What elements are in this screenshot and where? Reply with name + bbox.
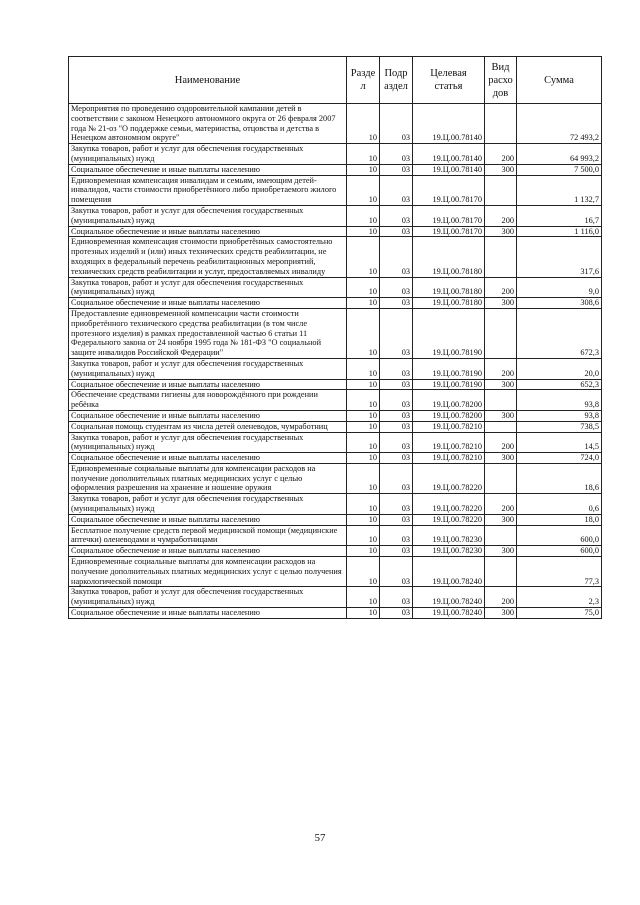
cell-section: 10 (347, 587, 380, 608)
cell-type (485, 175, 517, 205)
cell-section: 10 (347, 608, 380, 619)
cell-target: 19.Ц.00.78170 (413, 175, 485, 205)
cell-target: 19.Ц.00.78170 (413, 205, 485, 226)
cell-section: 10 (347, 358, 380, 379)
cell-target: 19.Ц.00.78220 (413, 463, 485, 493)
cell-subsection: 03 (380, 525, 413, 546)
cell-name: Закупка товаров, работ и услуг для обеспечения государственных (муниципальных) нужд (69, 277, 347, 298)
cell-name: Единовременные социальные выплаты для компенсации расходов на получение дополнительных платных медицинских услуг с целью получения наркологической помощи (69, 557, 347, 587)
table-row (69, 379, 602, 390)
cell-name: Закупка товаров, работ и услуг для обеспечения государственных (муниципальных) нужд (69, 205, 347, 226)
cell-subsection: 03 (380, 237, 413, 277)
cell-name: Предоставление единовременной компенсации части стоимости приобретённого технического средства реабилитации (в том числе протезного изделия) в рамках предоставленной частью 6 статьи 11 Федерального закона от 24 ноября 1995 года № 181-ФЗ "О социальной защите инвалидов Российской Федерации" (69, 308, 347, 358)
cell-sum: 652,3 (517, 379, 602, 390)
cell-target: 19.Ц.00.78240 (413, 608, 485, 619)
cell-type: 200 (485, 494, 517, 515)
cell-name: Закупка товаров, работ и услуг для обеспечения государственных (муниципальных) нужд (69, 144, 347, 165)
cell-sum: 1 132,7 (517, 175, 602, 205)
cell-type: 200 (485, 144, 517, 165)
cell-subsection: 03 (380, 104, 413, 144)
cell-name: Социальное обеспечение и иные выплаты населению (69, 546, 347, 557)
cell-type: 300 (485, 164, 517, 175)
cell-target: 19.Ц.00.78140 (413, 144, 485, 165)
cell-type (485, 557, 517, 587)
cell-name: Социальное обеспечение и иные выплаты населению (69, 608, 347, 619)
header-target: Целевая статья (413, 57, 485, 104)
cell-type: 300 (485, 226, 517, 237)
cell-type: 200 (485, 358, 517, 379)
cell-target: 19.Ц.00.78140 (413, 104, 485, 144)
cell-sum: 77,3 (517, 557, 602, 587)
document-page (68, 56, 601, 619)
table-row (69, 587, 602, 608)
cell-target: 19.Ц.00.78210 (413, 432, 485, 453)
cell-name: Социальное обеспечение и иные выплаты населению (69, 410, 347, 421)
cell-target: 19.Ц.00.78230 (413, 546, 485, 557)
cell-section: 10 (347, 144, 380, 165)
cell-sum: 2,3 (517, 587, 602, 608)
cell-name: Закупка товаров, работ и услуг для обеспечения государственных (муниципальных) нужд (69, 432, 347, 453)
header-sum: Сумма (517, 57, 602, 104)
cell-subsection: 03 (380, 308, 413, 358)
table-row (69, 298, 602, 309)
cell-type (485, 421, 517, 432)
table-row (69, 358, 602, 379)
cell-target: 19.Ц.00.78220 (413, 494, 485, 515)
cell-name: Обеспечение средствами гигиены для новорождённого при рождении ребёнка (69, 390, 347, 411)
cell-name: Социальная помощь студентам из числа детей оленеводов, чумработниц (69, 421, 347, 432)
cell-name: Единовременные социальные выплаты для компенсации расходов на получение дополнительных платных медицинских услуг с целью оформления разрешения на хранение и ношение оружия (69, 463, 347, 493)
cell-sum: 600,0 (517, 546, 602, 557)
cell-target: 19.Ц.00.78240 (413, 587, 485, 608)
cell-subsection: 03 (380, 421, 413, 432)
cell-target: 19.Ц.00.78210 (413, 421, 485, 432)
cell-section: 10 (347, 308, 380, 358)
cell-subsection: 03 (380, 390, 413, 411)
cell-subsection: 03 (380, 298, 413, 309)
cell-target: 19.Ц.00.78190 (413, 358, 485, 379)
cell-section: 10 (347, 421, 380, 432)
cell-subsection: 03 (380, 463, 413, 493)
cell-subsection: 03 (380, 226, 413, 237)
table-row (69, 410, 602, 421)
cell-sum: 9,0 (517, 277, 602, 298)
cell-type: 300 (485, 453, 517, 464)
cell-type: 200 (485, 277, 517, 298)
cell-subsection: 03 (380, 514, 413, 525)
table-row (69, 205, 602, 226)
cell-type: 200 (485, 205, 517, 226)
cell-type: 300 (485, 514, 517, 525)
cell-name: Социальное обеспечение и иные выплаты населению (69, 226, 347, 237)
cell-subsection: 03 (380, 175, 413, 205)
cell-section: 10 (347, 525, 380, 546)
cell-name: Закупка товаров, работ и услуг для обеспечения государственных (муниципальных) нужд (69, 587, 347, 608)
cell-type (485, 104, 517, 144)
header-subsection: Подр аздел (380, 57, 413, 104)
table-row (69, 525, 602, 546)
cell-target: 19.Ц.00.78180 (413, 237, 485, 277)
cell-section: 10 (347, 514, 380, 525)
cell-sum: 20,0 (517, 358, 602, 379)
cell-sum: 14,5 (517, 432, 602, 453)
cell-name: Социальное обеспечение и иные выплаты населению (69, 164, 347, 175)
cell-name: Единовременная компенсация стоимости приобретённых самостоятельно протезных изделий и (или) иных технических средств реабилитации, не входящих в федеральный перечень реабилитационных мероприятий, технических средств реабилитации и услуг, предоставляемых инвалиду (69, 237, 347, 277)
cell-section: 10 (347, 175, 380, 205)
cell-sum: 600,0 (517, 525, 602, 546)
cell-subsection: 03 (380, 494, 413, 515)
cell-type: 300 (485, 298, 517, 309)
cell-name: Бесплатное получение средств первой медицинской помощи (медицинские аптечки) оленеводами и чумработницами (69, 525, 347, 546)
cell-sum: 75,0 (517, 608, 602, 619)
table-row (69, 546, 602, 557)
header-type: Вид расхо дов (485, 57, 517, 104)
cell-name: Закупка товаров, работ и услуг для обеспечения государственных (муниципальных) нужд (69, 358, 347, 379)
cell-type (485, 525, 517, 546)
cell-name: Закупка товаров, работ и услуг для обеспечения государственных (муниципальных) нужд (69, 494, 347, 515)
cell-target: 19.Ц.00.78180 (413, 277, 485, 298)
cell-target: 19.Ц.00.78210 (413, 453, 485, 464)
cell-sum: 72 493,2 (517, 104, 602, 144)
cell-subsection: 03 (380, 205, 413, 226)
cell-type: 200 (485, 432, 517, 453)
header-name: Наименование (69, 57, 347, 104)
cell-subsection: 03 (380, 587, 413, 608)
cell-target: 19.Ц.00.78140 (413, 164, 485, 175)
cell-section: 10 (347, 104, 380, 144)
cell-section: 10 (347, 463, 380, 493)
cell-section: 10 (347, 277, 380, 298)
table-row (69, 164, 602, 175)
table-row (69, 463, 602, 493)
cell-subsection: 03 (380, 144, 413, 165)
cell-subsection: 03 (380, 379, 413, 390)
cell-name: Социальное обеспечение и иные выплаты населению (69, 514, 347, 525)
cell-subsection: 03 (380, 557, 413, 587)
cell-type: 300 (485, 608, 517, 619)
table-row (69, 104, 602, 144)
cell-section: 10 (347, 298, 380, 309)
cell-sum: 93,8 (517, 410, 602, 421)
table-row (69, 514, 602, 525)
table-row (69, 237, 602, 277)
cell-sum: 16,7 (517, 205, 602, 226)
table-row (69, 226, 602, 237)
table-row (69, 144, 602, 165)
cell-section: 10 (347, 453, 380, 464)
cell-name: Мероприятия по проведению оздоровительной кампании детей в соответствии с законом Ненецкого автономного округа от 26 февраля 2007 года № 21-оз "О поддержке семьи, материнства, отцовства и детства в Ненецком автономном округе" (69, 104, 347, 144)
table-row (69, 277, 602, 298)
cell-sum: 724,0 (517, 453, 602, 464)
table-row (69, 390, 602, 411)
cell-section: 10 (347, 546, 380, 557)
cell-name: Социальное обеспечение и иные выплаты населению (69, 298, 347, 309)
cell-section: 10 (347, 237, 380, 277)
cell-sum: 18,6 (517, 463, 602, 493)
cell-target: 19.Ц.00.78180 (413, 298, 485, 309)
cell-sum: 7 500,0 (517, 164, 602, 175)
cell-type (485, 308, 517, 358)
cell-type (485, 390, 517, 411)
cell-subsection: 03 (380, 358, 413, 379)
cell-target: 19.Ц.00.78240 (413, 557, 485, 587)
table-header-row (69, 57, 602, 104)
cell-type (485, 463, 517, 493)
header-section: Разде л (347, 57, 380, 104)
cell-target: 19.Ц.00.78200 (413, 390, 485, 411)
table-row (69, 175, 602, 205)
cell-sum: 738,5 (517, 421, 602, 432)
cell-section: 10 (347, 410, 380, 421)
cell-sum: 1 116,0 (517, 226, 602, 237)
cell-target: 19.Ц.00.78170 (413, 226, 485, 237)
table-row (69, 453, 602, 464)
cell-subsection: 03 (380, 410, 413, 421)
table-row (69, 421, 602, 432)
cell-sum: 317,6 (517, 237, 602, 277)
table-row (69, 494, 602, 515)
cell-section: 10 (347, 432, 380, 453)
table-row (69, 432, 602, 453)
cell-section: 10 (347, 164, 380, 175)
page-number: 57 (314, 832, 326, 844)
cell-target: 19.Ц.00.78190 (413, 379, 485, 390)
cell-subsection: 03 (380, 453, 413, 464)
cell-section: 10 (347, 205, 380, 226)
cell-target: 19.Ц.00.78200 (413, 410, 485, 421)
cell-section: 10 (347, 226, 380, 237)
table-row (69, 557, 602, 587)
cell-type: 300 (485, 410, 517, 421)
cell-subsection: 03 (380, 546, 413, 557)
cell-section: 10 (347, 557, 380, 587)
cell-sum: 18,0 (517, 514, 602, 525)
cell-sum: 93,8 (517, 390, 602, 411)
cell-name: Социальное обеспечение и иные выплаты населению (69, 379, 347, 390)
table-row (69, 608, 602, 619)
cell-section: 10 (347, 379, 380, 390)
cell-section: 10 (347, 390, 380, 411)
cell-sum: 308,6 (517, 298, 602, 309)
cell-name: Единовременная компенсация инвалидам и семьям, имеющим детей-инвалидов, части стоимости приобретённого либо приобретаемого жилого помещения (69, 175, 347, 205)
table-body (69, 104, 602, 619)
cell-target: 19.Ц.00.78220 (413, 514, 485, 525)
cell-sum: 0,6 (517, 494, 602, 515)
cell-target: 19.Ц.00.78230 (413, 525, 485, 546)
cell-subsection: 03 (380, 432, 413, 453)
cell-type (485, 237, 517, 277)
cell-sum: 672,3 (517, 308, 602, 358)
cell-subsection: 03 (380, 608, 413, 619)
cell-subsection: 03 (380, 164, 413, 175)
cell-type: 200 (485, 587, 517, 608)
cell-target: 19.Ц.00.78190 (413, 308, 485, 358)
cell-type: 300 (485, 546, 517, 557)
table-row (69, 308, 602, 358)
budget-table (68, 56, 602, 619)
cell-subsection: 03 (380, 277, 413, 298)
cell-sum: 64 993,2 (517, 144, 602, 165)
cell-type: 300 (485, 379, 517, 390)
cell-section: 10 (347, 494, 380, 515)
cell-name: Социальное обеспечение и иные выплаты населению (69, 453, 347, 464)
